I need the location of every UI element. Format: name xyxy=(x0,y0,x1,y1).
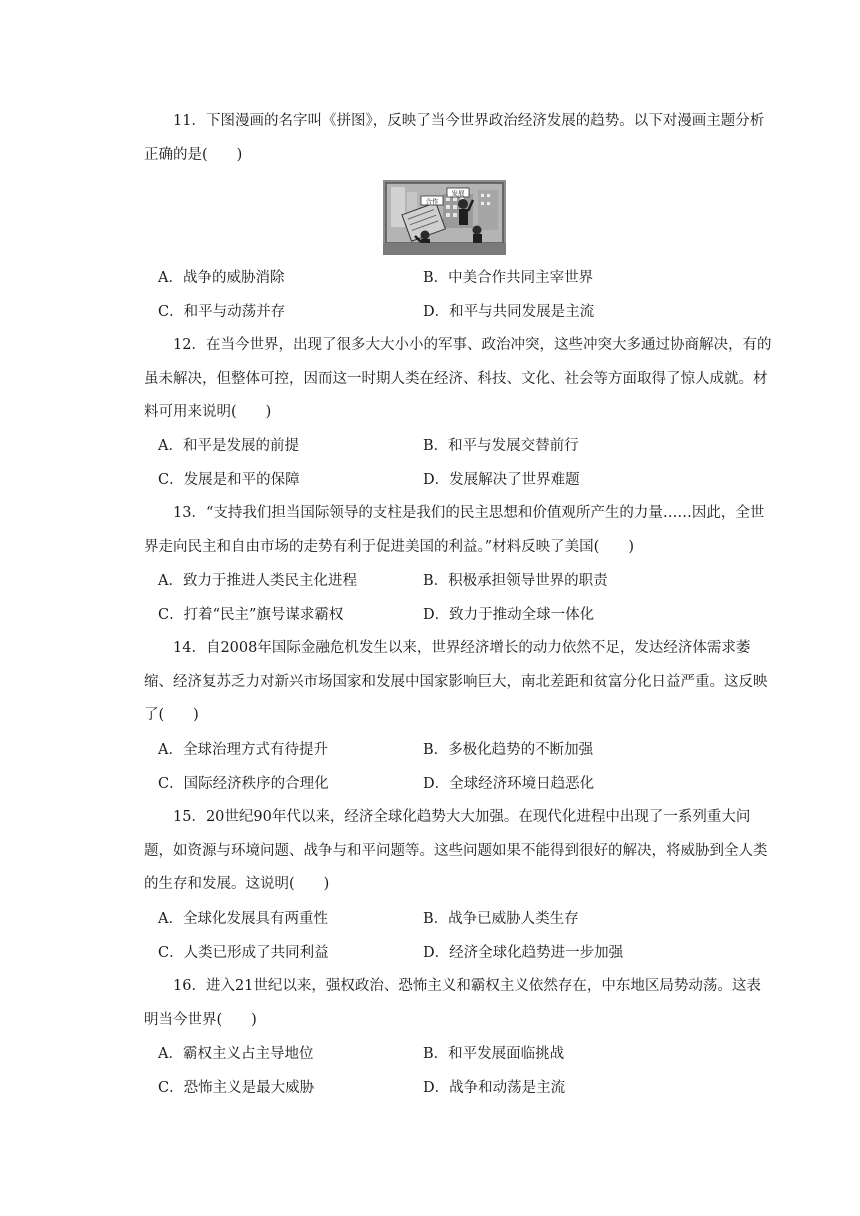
question-16 xyxy=(144,970,772,1037)
options-row xyxy=(158,599,758,633)
option-a[interactable]: A．全球治理方式有待提升 xyxy=(158,742,328,758)
option-d[interactable]: D．经济全球化趋势进一步加强 xyxy=(423,944,624,961)
option-b[interactable]: B．多极化趋势的不断加强 xyxy=(423,742,594,758)
options-row xyxy=(158,464,758,498)
options-15 xyxy=(158,903,758,970)
options-row xyxy=(158,1038,758,1072)
option-d[interactable]: D．致力于推动全球一体化 xyxy=(423,606,595,623)
option-d[interactable]: D．全球经济环境日趋恶化 xyxy=(423,775,595,792)
option-a[interactable]: A．霸权主义占主导地位 xyxy=(158,1046,314,1062)
options-13 xyxy=(158,565,758,632)
question-14 xyxy=(144,632,772,733)
question-stem: 16．进入21世纪以来，强权政治、恐怖主义和霸权主义依然存在，中东地区局势动荡。这表明当今世界( ) xyxy=(144,978,761,1028)
puzzle-label-cooperation: 合作 xyxy=(425,197,439,206)
option-a[interactable]: A．全球化发展具有两重性 xyxy=(158,911,328,927)
option-c[interactable]: C．恐怖主义是最大威胁 xyxy=(158,1079,315,1096)
option-c[interactable]: C．和平与动荡并存 xyxy=(158,303,286,320)
option-d[interactable]: D．和平与共同发展是主流 xyxy=(423,303,595,320)
option-a[interactable]: A．和平是发展的前提 xyxy=(158,438,299,454)
options-14 xyxy=(158,734,758,801)
puzzle-label-development: 发展 xyxy=(451,189,465,198)
option-c[interactable]: C．人类已形成了共同利益 xyxy=(158,944,329,961)
options-row xyxy=(158,734,758,768)
option-c[interactable]: C．国际经济秩序的合理化 xyxy=(158,775,329,792)
option-d[interactable]: D．发展解决了世界难题 xyxy=(423,471,580,488)
question-13 xyxy=(144,497,772,564)
question-12 xyxy=(144,329,772,430)
options-row xyxy=(158,1072,758,1106)
options-11 xyxy=(158,262,758,329)
option-a[interactable]: A．致力于推进人类民主化进程 xyxy=(158,573,357,589)
option-b[interactable]: B．和平与发展交替前行 xyxy=(423,438,579,454)
question-15 xyxy=(144,801,772,902)
options-row xyxy=(158,262,758,296)
options-row xyxy=(158,565,758,599)
options-row xyxy=(158,430,758,464)
option-c[interactable]: C．打着“民主”旗号谋求霸权 xyxy=(158,606,344,623)
options-12 xyxy=(158,430,758,497)
options-row xyxy=(158,937,758,971)
option-b[interactable]: B．和平发展面临挑战 xyxy=(423,1046,565,1062)
options-row xyxy=(158,903,758,937)
question-stem: 11．下图漫画的名字叫《拼图》，反映了当今世界政治经济发展的趋势。以下对漫画主题分析正确的是( ) xyxy=(144,113,765,163)
cartoon-figure-jigsaw xyxy=(383,180,506,255)
option-b[interactable]: B．积极承担领导世界的职责 xyxy=(423,573,608,589)
option-b[interactable]: B．战争已威胁人类生存 xyxy=(423,911,579,927)
question-11 xyxy=(144,105,772,172)
options-row xyxy=(158,768,758,802)
options-16 xyxy=(158,1038,758,1105)
question-stem: 13．“支持我们担当国际领导的支柱是我们的民主思想和价值观所产生的力量……因此，全世界走向民主和自由市场的走势有利于促进美国的利益。”材料反映了美国( ) xyxy=(144,505,765,555)
question-stem: 15．20世纪90年代以来，经济全球化趋势大大加强。在现代化进程中出现了一系列重大问题，如资源与环境问题、战争与和平问题等。这些问题如果不能得到很好的解决，将威胁到全人类的生存和发展。这说明( ) xyxy=(144,809,768,893)
option-b[interactable]: B．中美合作共同主宰世界 xyxy=(423,270,594,286)
question-stem: 14．自2008年国际金融危机发生以来，世界经济增长的动力依然不足，发达经济体需求萎缩、经济复苏乏力对新兴市场国家和发展中国家影响巨大，南北差距和贫富分化日益严重。这反映了( ) xyxy=(144,640,768,724)
option-d[interactable]: D．战争和动荡是主流 xyxy=(423,1079,566,1096)
question-stem: 12．在当今世界，出现了很多大大小小的军事、政治冲突，这些冲突大多通过协商解决，有的虽未解决，但整体可控，因而这一时期人类在经济、科技、文化、社会等方面取得了惊人成就。材料可用来说明( ) xyxy=(144,337,772,421)
options-row xyxy=(158,296,758,330)
option-c[interactable]: C．发展是和平的保障 xyxy=(158,471,300,488)
option-a[interactable]: A．战争的威胁消除 xyxy=(158,270,285,286)
